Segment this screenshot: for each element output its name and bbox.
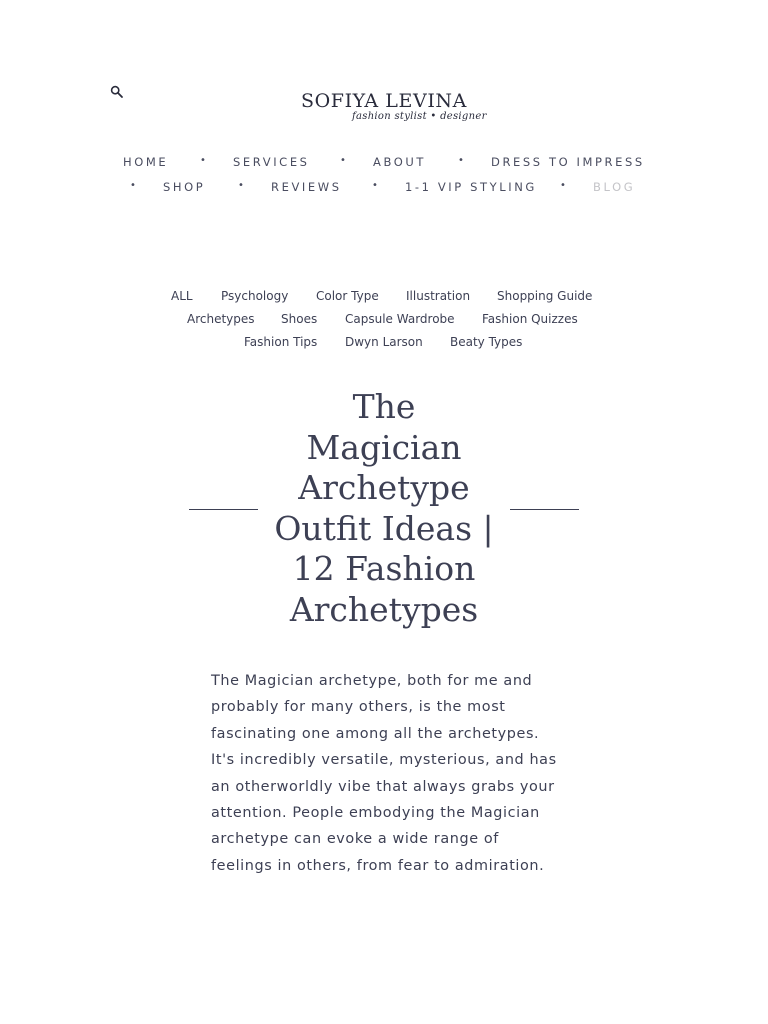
title-line: Archetypes [289,589,479,629]
site-logo[interactable] [0,89,768,122]
category-illustration[interactable]: Illustration [406,289,471,303]
nav-item-about[interactable]: ABOUT [373,155,427,169]
nav-item-home[interactable]: HOME [123,155,169,169]
category-beauty-types[interactable]: Beaty Types [450,335,523,349]
logo-name: SOFIYA LEVINA [301,90,467,112]
nav-separator: • [560,180,569,191]
nav-item-dress-to-impress[interactable]: DRESS TO IMPRESS [491,155,645,169]
logo-tagline: fashion stylist • designer [352,111,487,122]
post-title [270,387,498,630]
nav-separator: • [200,155,209,166]
nav-item-blog[interactable]: BLOG [593,180,636,194]
title-line: Outfit Ideas | [274,508,494,548]
category-shopping-guide[interactable]: Shopping Guide [497,289,593,303]
category-color-type[interactable]: Color Type [316,289,379,303]
nav-item-services[interactable]: SERVICES [233,155,310,169]
nav-separator: • [340,155,349,166]
title-line: The [352,387,416,426]
category-shoes[interactable]: Shoes [281,312,318,326]
category-psychology[interactable]: Psychology [221,289,289,303]
nav-separator: • [372,180,381,191]
nav-separator: • [238,180,247,191]
title-line: Magician [306,427,462,467]
title-divider-left [189,509,258,510]
category-dwyn-larson[interactable]: Dwyn Larson [345,335,423,349]
nav-separator: • [458,155,467,166]
nav-separator: • [130,180,139,191]
title-line: 12 Fashion [292,549,476,588]
post-intro-paragraph: The Magician archetype, both for me and probably for many others, is the most fascinating one among all the archetypes. It's incredibly versatile, mysterious, and has an otherworldly vibe that always grabs your attention. People embodying the Magician archetype can evoke a wide range of feelings in others, from fear to admiration. [211,673,557,874]
category-capsule-wardrobe[interactable]: Capsule Wardrobe [345,312,455,326]
nav-item-shop[interactable]: SHOP [163,180,206,194]
category-archetypes[interactable]: Archetypes [187,312,255,326]
category-fashion-tips[interactable]: Fashion Tips [244,335,318,349]
title-line: Archetype [298,468,470,507]
nav-item-vip-styling[interactable]: 1-1 VIP STYLING [405,180,537,194]
nav-item-reviews[interactable]: REVIEWS [271,180,342,194]
category-all[interactable]: ALL [171,289,193,303]
title-divider-right [510,509,579,510]
category-fashion-quizzes[interactable]: Fashion Quizzes [482,312,578,326]
